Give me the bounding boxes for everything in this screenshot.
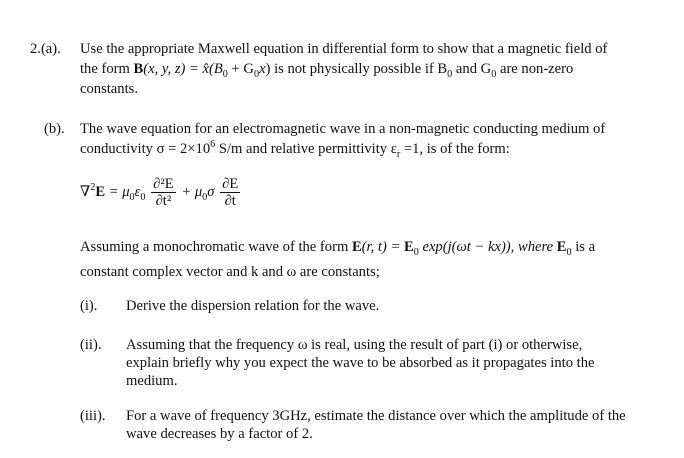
part-i-label: (i). bbox=[80, 298, 98, 314]
part-iii-text-1: For a wave of frequency 3GHz, estimate the distance over which the amplitude of the bbox=[126, 408, 626, 424]
part-iii-text-2: wave decreases by a factor of 2. bbox=[126, 426, 313, 442]
q2a-line-2: the form B(x, y, $z) = x̂(B_0 + G_0x)$ is not physically possible if $B_0$ and $G_0$ are non-zero bbox=[80, 61, 574, 80]
q2a-line-1: Use the appropriate Maxwell equation in differential form to show that a magnetic field of bbox=[80, 41, 608, 57]
assumption-line-1: Assuming a monochromatic wave of the form E(r, $t) = E_0$ exp(j(ωt − kx)), where $E_0$ is a bbox=[80, 239, 596, 258]
wave-equation: $\nabla^2E = \mu_0\varepsilon_0$ $\frac{\text{∂²E}}{\text{∂t²}}$ + $\mu_0\sigma$ $\frac{\partial E}{\partial t}$ bbox=[80, 176, 239, 209]
q2b-line-2: conductivity $\sigma = 2\times 10^6$ S/m and relative permittivity $\varepsilon_r =1$, is of the form: bbox=[80, 139, 510, 160]
part-ii-text-1: Assuming that the frequency ω is real, using the result of part (i) or otherwise, bbox=[126, 337, 583, 353]
fraction-first-derivative: $\frac{\partial E}{\partial t}$ bbox=[222, 176, 239, 209]
part-ii-text-2: explain briefly why you expect the wave to be absorbed as it propagates into the bbox=[126, 355, 595, 371]
part-ii-text-3: medium. bbox=[126, 373, 178, 389]
part-iii-label: (iii). bbox=[80, 408, 106, 424]
question-2b-label: (b). bbox=[44, 121, 65, 137]
part-ii-label: (ii). bbox=[80, 337, 102, 353]
q2a-line-3: constants. bbox=[80, 81, 138, 97]
part-i-text: Derive the dispersion relation for the wave. bbox=[126, 298, 380, 314]
q2b-line-1: The wave equation for an electromagnetic wave in a non-magnetic conducting medium of bbox=[80, 121, 606, 137]
fraction-second-derivative: $\frac{\text{∂²E}}{\text{∂t²}}$ bbox=[153, 176, 174, 209]
question-2a-label: 2.(a). bbox=[30, 41, 61, 57]
assumption-line-2: constant complex vector and k and ω are constants; bbox=[80, 264, 380, 280]
